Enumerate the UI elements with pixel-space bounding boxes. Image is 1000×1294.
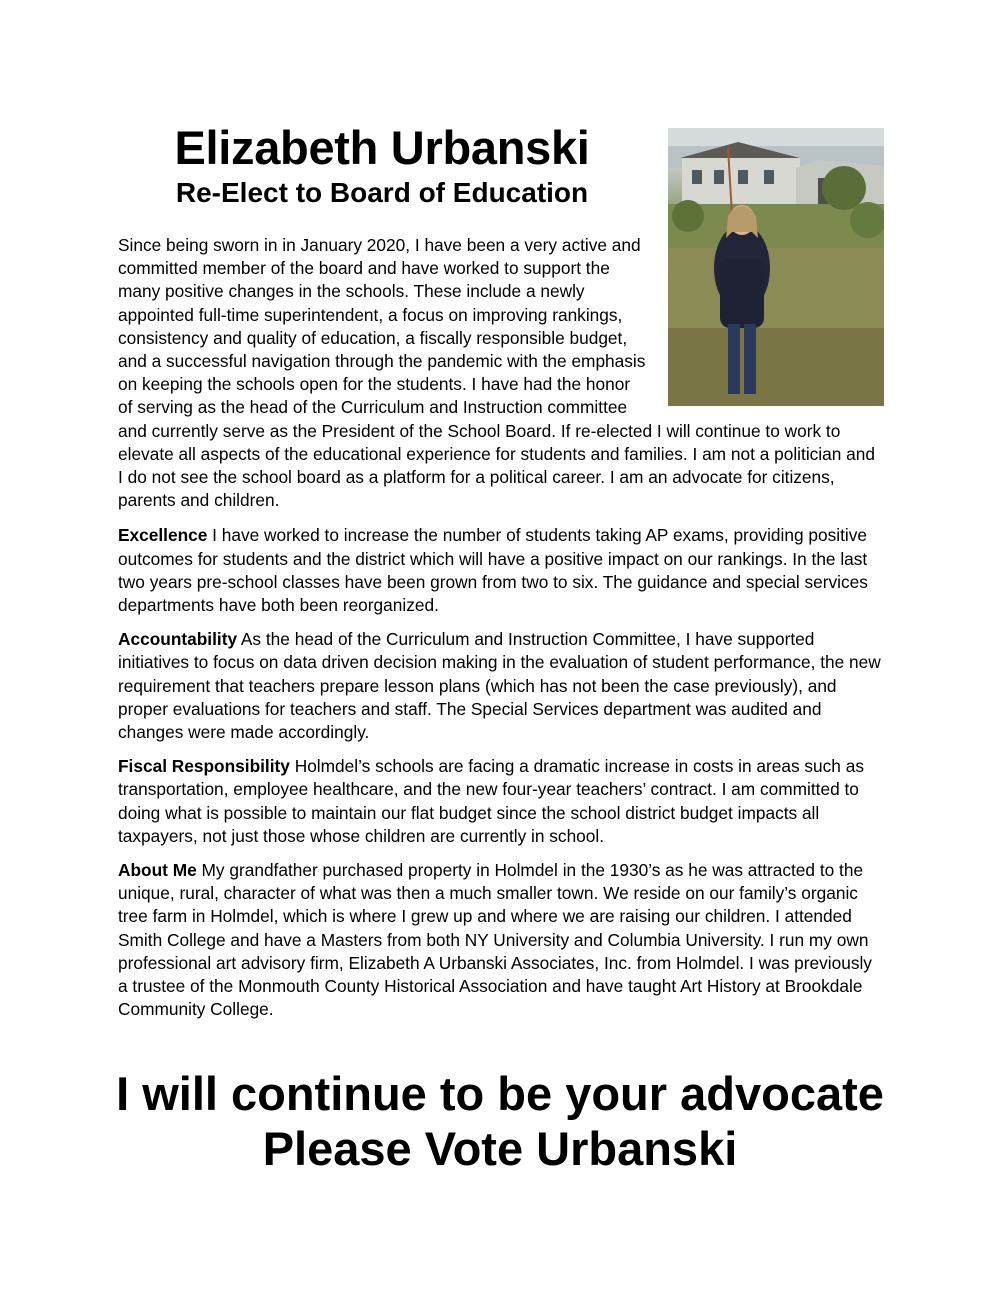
section-text: My grandfather purchased property in Holmdel in the 1930’s as he was attracted to the unique, rural, character of what was then a much smaller town. We reside on our family’s organic tree farm in Holmdel, which is where I grew up and where we are raising our children. I attended Smith College and have a Masters from both NY University and Columbia University. I run my own professional art advisory firm, Elizabeth A Urbanski Associates, Inc. from Holmdel. I was previously a trustee of the Monmouth County Historical Association and have taught Art History at Brookdale Community College. xyxy=(118,860,872,1020)
flyer-body xyxy=(118,118,884,1033)
section-lead: Fiscal Responsibility xyxy=(118,756,290,777)
header xyxy=(118,122,648,210)
section-about-me xyxy=(118,859,884,1021)
closing-line-2: Please Vote Urbanski xyxy=(262,1122,738,1175)
section-lead: Excellence xyxy=(118,525,208,546)
section-accountability xyxy=(118,628,884,744)
section-text: Holmdel’s schools are facing a dramatic increase in costs in areas such as transportation, employee healthcare, and the new four-year teachers’ contract. I am committed to doing what is possible to maintain our flat budget since the school district budget impacts all taxpayers, not just those whose children are currently in school. xyxy=(118,756,864,846)
campaign-subtitle: Re-Elect to Board of Education xyxy=(175,177,589,208)
candidate-photo-illustration xyxy=(668,128,884,406)
candidate-photo xyxy=(668,128,884,406)
closing-slogan xyxy=(0,1066,1000,1176)
section-text: I have worked to increase the number of students taking AP exams, providing positive outcomes for students and the district which will have a positive impact on our rankings. In the last two years pre-school classes have been grown from two to six. The guidance and special services departments have both been reorganized. xyxy=(118,525,868,616)
section-text: As the head of the Curriculum and Instruction Committee, I have supported initiatives to focus on data driven decision making in the evaluation of student performance, the new requirement that teachers prepare lesson plans (which has not been the case previously), and proper evaluations for teachers and staff. The Special Services department was audited and changes were made accordingly. xyxy=(118,629,881,743)
candidate-name: Elizabeth Urbanski xyxy=(174,121,590,174)
closing-line-1: I will continue to be your advocate xyxy=(116,1067,884,1120)
section-excellence xyxy=(118,524,884,617)
section-lead: About Me xyxy=(118,860,197,881)
section-fiscal-responsibility xyxy=(118,755,884,848)
section-lead: Accountability xyxy=(118,629,238,650)
intro-paragraph: Since being sworn in in January 2020, I have been a very active and committed member of the board and have worked to support the many positive changes in the schools. These include a newly appointed full-time superintendent, a focus on improving rankings, consistency and quality of education, a fiscally responsible budget, and a successful navigation through the pandemic with the emphasis on keeping the schools open for the students. I have had the honor of serving as the head of the Curriculum and Instruction committee and currently serve as the President of the School Board. If re-elected I will continue to work to elevate all aspects of the educational experience for students and families. I am not a politician and I do not see the school board as a platform for a political career. I am an advocate for citizens, parents and children. xyxy=(118,235,875,511)
